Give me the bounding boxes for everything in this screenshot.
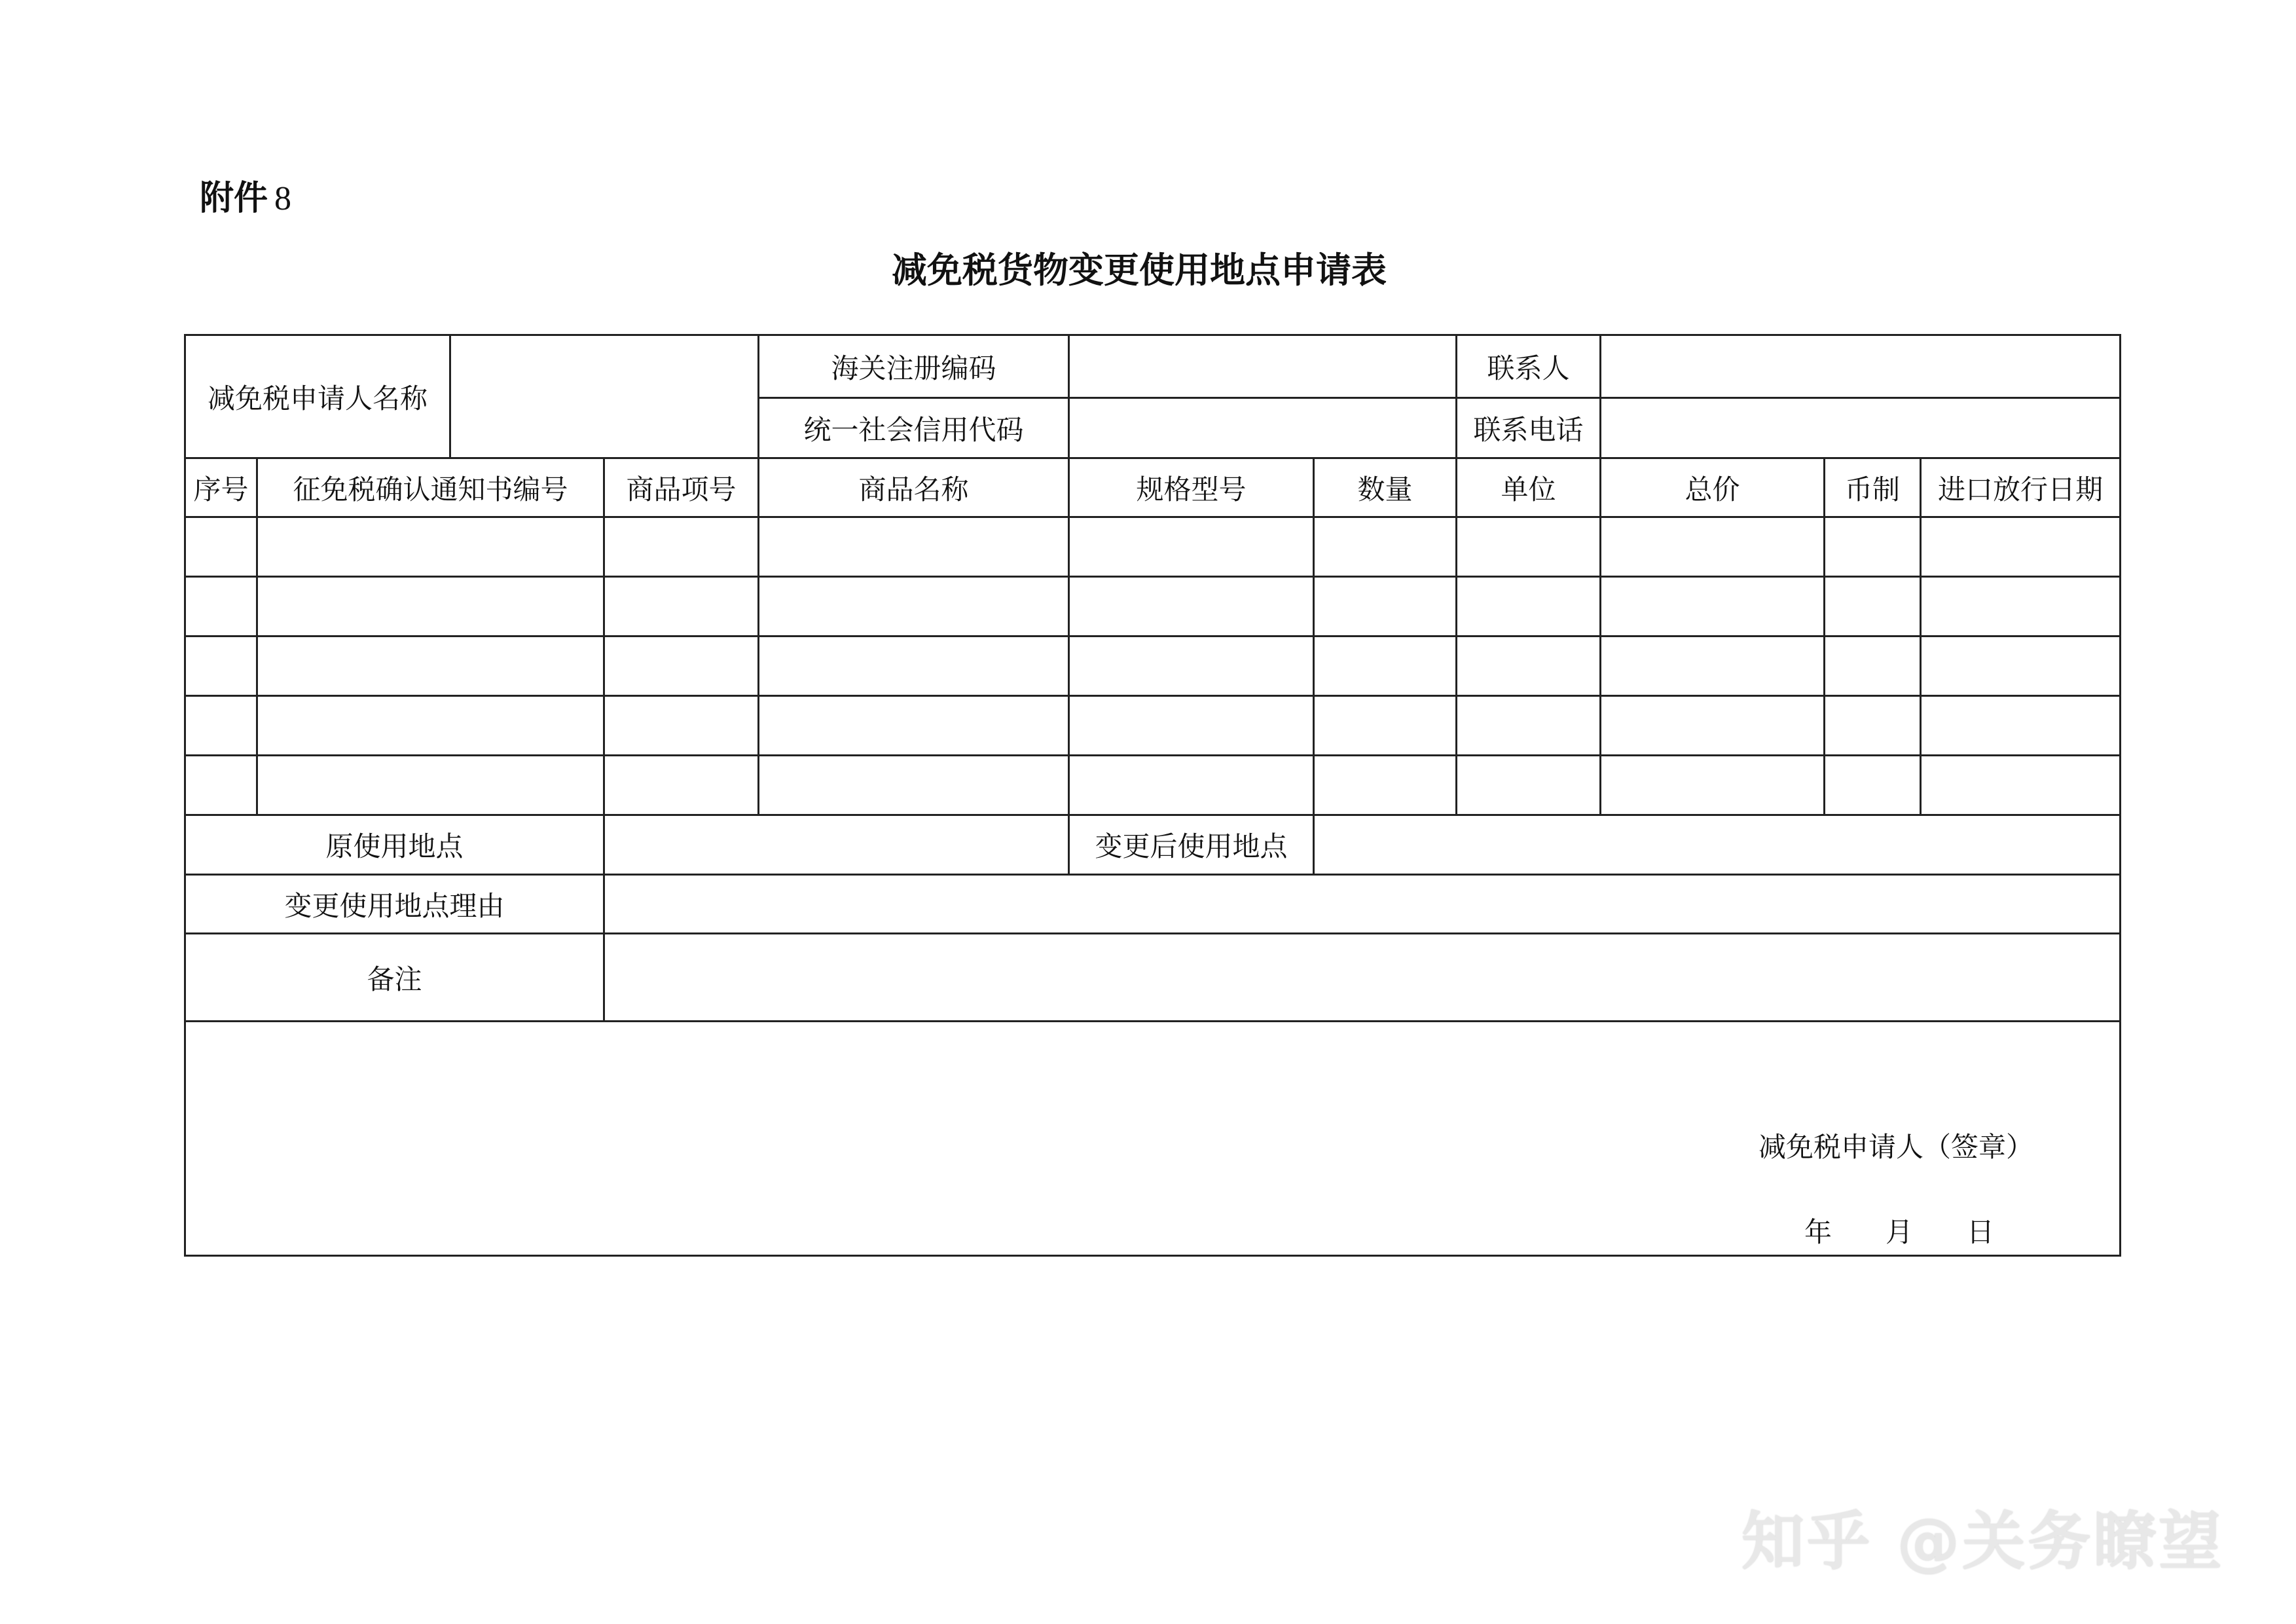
remarks-label: 备注: [185, 934, 604, 1022]
cell-currency[interactable]: [1825, 696, 1921, 756]
original-location-field[interactable]: [604, 815, 1069, 875]
cell-release-date[interactable]: [1921, 756, 2121, 815]
col-header-currency: 币制: [1825, 458, 1921, 517]
cell-notice-no[interactable]: [257, 517, 604, 577]
cell-goods-name[interactable]: [759, 756, 1069, 815]
attachment-label: [200, 175, 291, 222]
attachment-number: 8: [274, 180, 292, 217]
signature-area[interactable]: [185, 1022, 2121, 1256]
cell-seq[interactable]: [185, 756, 257, 815]
cell-item-no[interactable]: [604, 696, 759, 756]
cell-quantity[interactable]: [1314, 577, 1457, 637]
cell-notice-no[interactable]: [257, 696, 604, 756]
reason-field[interactable]: [604, 875, 2121, 934]
cell-spec[interactable]: [1069, 577, 1314, 637]
cell-item-no[interactable]: [604, 756, 759, 815]
col-header-release-date: 进口放行日期: [1921, 458, 2121, 517]
date-month-label: 月: [1886, 1216, 1914, 1248]
cell-total-price[interactable]: [1601, 637, 1825, 696]
applicant-name-label: 减免税申请人名称: [185, 335, 450, 458]
cell-quantity[interactable]: [1314, 696, 1457, 756]
cell-item-no[interactable]: [604, 577, 759, 637]
remarks-row: [185, 934, 2121, 1022]
table-row: [185, 577, 2121, 637]
col-header-quantity: 数量: [1314, 458, 1457, 517]
cell-notice-no[interactable]: [257, 756, 604, 815]
cell-spec[interactable]: [1069, 756, 1314, 815]
applicant-name-field[interactable]: [450, 335, 759, 458]
attachment-text: 附件: [200, 179, 268, 218]
cell-item-no[interactable]: [604, 637, 759, 696]
cell-quantity[interactable]: [1314, 517, 1457, 577]
col-header-goods-name: 商品名称: [759, 458, 1069, 517]
reason-row: [185, 875, 2121, 934]
table-row: [185, 756, 2121, 815]
credit-code-field[interactable]: [1069, 398, 1457, 458]
cell-spec[interactable]: [1069, 517, 1314, 577]
cell-goods-name[interactable]: [759, 577, 1069, 637]
customs-reg-label: 海关注册编码: [759, 335, 1069, 398]
phone-label: 联系电话: [1457, 398, 1601, 458]
phone-field[interactable]: [1601, 398, 2121, 458]
cell-release-date[interactable]: [1921, 517, 2121, 577]
signature-label: 减免税申请人（签章）: [1758, 1131, 2034, 1163]
col-header-seq: 序号: [185, 458, 257, 517]
cell-currency[interactable]: [1825, 637, 1921, 696]
cell-release-date[interactable]: [1921, 696, 2121, 756]
cell-notice-no[interactable]: [257, 577, 604, 637]
new-location-label: 变更后使用地点: [1069, 815, 1314, 875]
cell-seq[interactable]: [185, 637, 257, 696]
cell-unit[interactable]: [1457, 577, 1601, 637]
cell-release-date[interactable]: [1921, 637, 2121, 696]
cell-release-date[interactable]: [1921, 577, 2121, 637]
location-row: [185, 815, 2121, 875]
cell-currency[interactable]: [1825, 756, 1921, 815]
cell-currency[interactable]: [1825, 577, 1921, 637]
cell-goods-name[interactable]: [759, 637, 1069, 696]
cell-notice-no[interactable]: [257, 637, 604, 696]
col-header-total-price: 总价: [1601, 458, 1825, 517]
cell-total-price[interactable]: [1601, 577, 1825, 637]
cell-unit[interactable]: [1457, 696, 1601, 756]
column-header-row: [185, 458, 2121, 517]
new-location-field[interactable]: [1314, 815, 2121, 875]
cell-goods-name[interactable]: [759, 696, 1069, 756]
remarks-field[interactable]: [604, 934, 2121, 1022]
col-header-spec: 规格型号: [1069, 458, 1314, 517]
date-year-label: 年: [1804, 1216, 1832, 1248]
cell-unit[interactable]: [1457, 756, 1601, 815]
contact-field[interactable]: [1601, 335, 2121, 398]
cell-unit[interactable]: [1457, 517, 1601, 577]
signature-date: [1804, 1211, 1994, 1250]
col-header-item-no: 商品项号: [604, 458, 759, 517]
reason-label: 变更使用地点理由: [185, 875, 604, 934]
cell-total-price[interactable]: [1601, 756, 1825, 815]
contact-label: 联系人: [1457, 335, 1601, 398]
header-row-1: [185, 335, 2121, 398]
table-row: [185, 696, 2121, 756]
cell-spec[interactable]: [1069, 637, 1314, 696]
cell-goods-name[interactable]: [759, 517, 1069, 577]
table-row: [185, 517, 2121, 577]
credit-code-label: 统一社会信用代码: [759, 398, 1069, 458]
cell-item-no[interactable]: [604, 517, 759, 577]
cell-total-price[interactable]: [1601, 517, 1825, 577]
date-day-label: 日: [1967, 1216, 1995, 1248]
customs-reg-field[interactable]: [1069, 335, 1457, 398]
cell-currency[interactable]: [1825, 517, 1921, 577]
col-header-notice-no: 征免税确认通知书编号: [257, 458, 604, 517]
form-title: 减免税货物变更使用地点申请表: [892, 249, 1387, 291]
signature-row: [185, 1022, 2121, 1256]
cell-spec[interactable]: [1069, 696, 1314, 756]
cell-seq[interactable]: [185, 696, 257, 756]
cell-seq[interactable]: [185, 577, 257, 637]
cell-quantity[interactable]: [1314, 756, 1457, 815]
application-form-table: [184, 334, 2121, 1257]
table-row: [185, 637, 2121, 696]
cell-quantity[interactable]: [1314, 637, 1457, 696]
original-location-label: 原使用地点: [185, 815, 604, 875]
cell-unit[interactable]: [1457, 637, 1601, 696]
col-header-unit: 单位: [1457, 458, 1601, 517]
cell-total-price[interactable]: [1601, 696, 1825, 756]
watermark: 知乎 @关务瞭望: [1741, 1505, 2225, 1578]
cell-seq[interactable]: [185, 517, 257, 577]
